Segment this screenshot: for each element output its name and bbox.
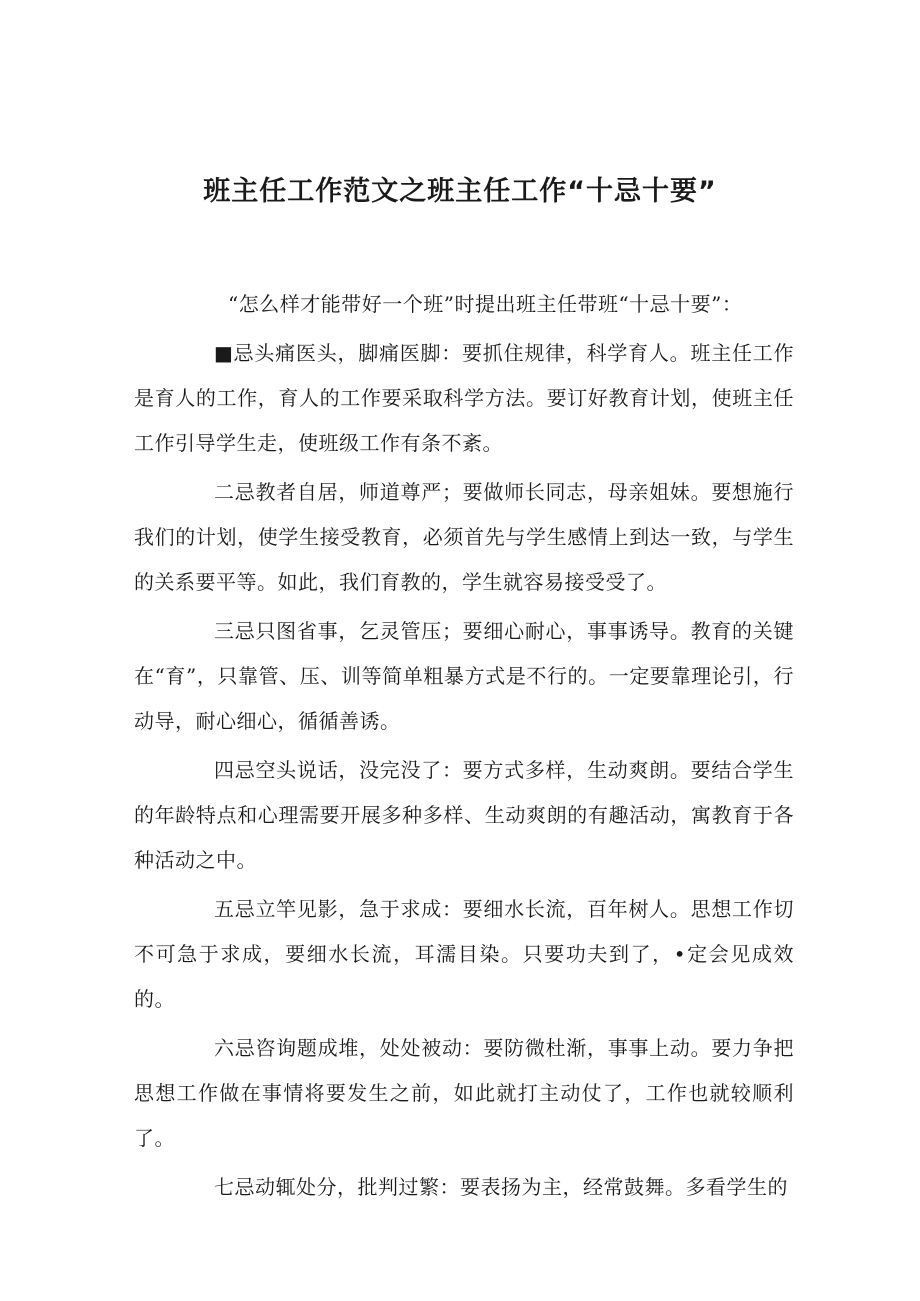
paragraph-rule-1: ■忌头痛医头，脚痛医脚：要抓住规律，科学育人。班主任工作是育人的工作，育人的工作要采取科学方法。要订好教育计划，使班主任工作引导学生走，使班级工作有条不紊。 (134, 341, 794, 455)
paragraph-rule-6: 六忌咨询题成堆，处处被动：要防微杜渐，事事上动。要力争把思想工作做在事情将要发生之前，如此就打主动仗了，工作也就较顺利了。 (134, 1036, 794, 1150)
paragraph-rule-4: 四忌空头说话，没完没了：要方式多样，生动爽朗。要结合学生的年龄特点和心理需要开展多种多样、生动爽朗的有趣活动，寓教育于各种活动之中。 (134, 758, 794, 872)
paragraph-intro: “怎么样才能带好一个班”时提出班主任带班“十忌十要”： (228, 292, 743, 316)
paragraph-rule-3: 三忌只图省事，乞灵管压；要细心耐心，事事诱导。教育的关键在“育”，只靠管、压、训等简单粗暴方式是不行的。一定要靠理论引，行动导，耐心细心，循循善诱。 (134, 619, 794, 733)
paragraph-rule-2: 二忌教者自居，师道尊严；要做师长同志，母亲姐妹。要想施行我们的计划，使学生接受教育，必须首先与学生感情上到达一致，与学生的关系要平等。如此，我们育教的，学生就容易接受受了。 (134, 480, 794, 594)
paragraph-rule-7: 七忌动辄处分，批判过繁：要表扬为主，经常鼓舞。多看学生的 (214, 1175, 788, 1199)
document-body (134, 282, 794, 1214)
document-title: 班主任工作范文之班主任工作“十忌十要” (203, 176, 717, 207)
paragraph-rule-5: 五忌立竿见影，急于求成：要细水长流，百年树人。思想工作切不可急于求成，要细水长流，耳濡目染。只要功夫到了，•定会见成效的。 (134, 897, 794, 1011)
